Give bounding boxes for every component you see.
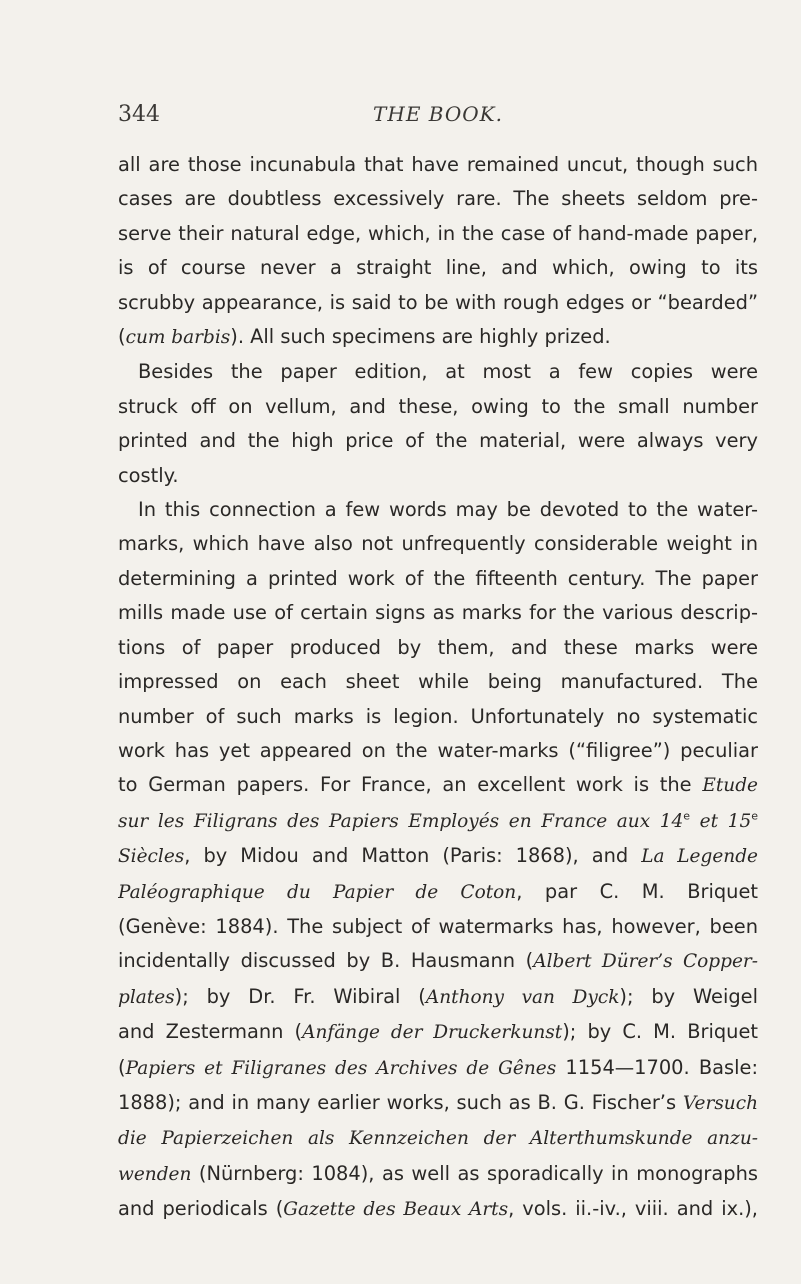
text-line: Siècles, by Midou and Matton (Paris: 1868), and La Legende: [118, 844, 758, 868]
text-line: incidentally discussed by B. Hausmann (Albert Dürer’s Copper-: [118, 949, 758, 973]
text-line: printed and the high price of the material, were always very: [118, 429, 758, 453]
text-line: number of such marks is legion. Unfortunately no systematic: [118, 704, 758, 728]
text-line: and Zestermann (Anfänge der Druckerkunst); by C. M. Briquet: [118, 1020, 758, 1044]
text-line: die Papierzeichen als Kennzeichen der Alterthumskunde anzu-: [118, 1128, 758, 1150]
text-line: In this connection a few words may be devoted to the water-: [138, 498, 758, 522]
text-line: mills made use of certain signs as marks for the various descrip-: [118, 601, 758, 625]
text-line: work has yet appeared on the water-marks (“filigree”) peculiar: [118, 738, 758, 762]
page-header: [118, 102, 761, 130]
text-line: plates); by Dr. Fr. Wibiral (Anthony van Dyck); by Weigel: [118, 984, 758, 1008]
body-text: [118, 148, 758, 1228]
text-line: costly.: [118, 463, 179, 487]
text-line: (cum barbis). All such specimens are highly prized.: [118, 325, 611, 349]
text-line: scrubby appearance, is said to be with rough edges or “bearded”: [118, 290, 758, 314]
running-head: THE BOOK.: [373, 102, 503, 126]
text-line: sur les Filigrans des Papiers Employés en France aux 14e et 15e: [118, 809, 758, 832]
text-line: determining a printed work of the fifteenth century. The paper: [118, 566, 758, 590]
text-line: wenden (Nürnberg: 1084), as well as sporadically in monographs: [118, 1161, 758, 1185]
text-line: cases are doubtless excessively rare. The sheets seldom pre-: [118, 187, 758, 211]
text-line: Paléographique du Papier de Coton, par C. M. Briquet: [118, 879, 758, 903]
text-line: serve their natural edge, which, in the case of hand-made paper,: [118, 221, 758, 245]
text-line: impressed on each sheet while being manufactured. The: [118, 670, 758, 694]
text-line: Besides the paper edition, at most a few copies were: [138, 360, 758, 384]
text-line: tions of paper produced by them, and these marks were: [118, 635, 758, 659]
text-line: (Papiers et Filigranes des Archives de Gênes 1154—1700. Basle:: [118, 1055, 758, 1079]
text-line: marks, which have also not unfrequently considerable weight in: [118, 532, 758, 556]
text-line: and periodicals (Gazette des Beaux Arts, vols. ii.-iv., viii. and ix.),: [118, 1197, 758, 1221]
text-line: struck off on vellum, and these, owing to the small number: [118, 394, 758, 418]
text-line: is of course never a straight line, and which, owing to its: [118, 256, 758, 280]
text-line: 1888); and in many earlier works, such as B. G. Fischer’s Versuch: [118, 1090, 758, 1114]
text-line: all are those incunabula that have remained uncut, though such: [118, 153, 758, 176]
text-line: to German papers. For France, an excellent work is the Etude: [118, 773, 758, 797]
page-number: 344: [118, 102, 160, 127]
text-line: (Genève: 1884). The subject of watermarks has, however, been: [118, 914, 758, 938]
